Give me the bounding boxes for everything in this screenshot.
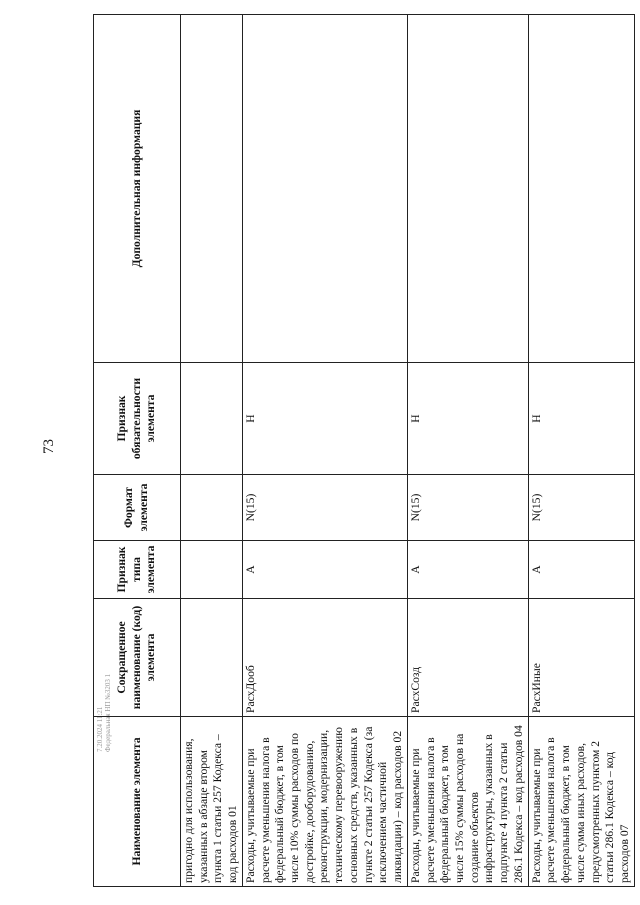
table-sheet	[93, 15, 631, 887]
header-required-flag: Признак обязательности элемента	[94, 363, 181, 475]
header-format: Формат элемента	[94, 475, 181, 541]
cell-required	[181, 363, 243, 475]
cell-required: Н	[407, 363, 528, 475]
cell-required: Н	[242, 363, 407, 475]
cell-type: А	[242, 541, 407, 599]
cell-code: РасхИные	[528, 599, 634, 717]
table-row	[181, 15, 243, 887]
element-spec-table	[93, 14, 635, 887]
cell-format: N(15)	[242, 475, 407, 541]
table-header-row	[94, 15, 181, 887]
cell-code	[181, 599, 243, 717]
cell-format: N(15)	[528, 475, 634, 541]
cell-name: Расходы, учитываемые при расчете уменьшения налога в федеральный бюджет, в том числе сумма иных расходов, предусмотренных пунктом 2 статьи 286.1 Кодекса – код расходов 07	[528, 717, 634, 887]
rotated-table-wrapper	[93, 15, 631, 887]
cell-code: РасхСозд	[407, 599, 528, 717]
header-type-flag: Признак типа элемента	[94, 541, 181, 599]
cell-info	[528, 15, 634, 363]
cell-required: Н	[528, 363, 634, 475]
header-extra-info: Дополнительная информация	[94, 15, 181, 363]
cell-code: РасхДооб	[242, 599, 407, 717]
cell-name: Расходы, учитываемые при расчете уменьшения налога в федеральный бюджет, в том числе 15% суммы расходов на создание объектов инфраструктуры, указанных в подпункте 4 пункта 2 статьи 286.1 Кодекса – код расходов 04	[407, 717, 528, 887]
table-row	[528, 15, 634, 887]
cell-info	[242, 15, 407, 363]
header-element-name: Наименование элемента	[94, 717, 181, 887]
stamp-line-1: 7.20.2024 11:21	[96, 706, 104, 752]
table-row	[242, 15, 407, 887]
cell-type: А	[528, 541, 634, 599]
cell-name: Расходы, учитываемые при расчете уменьшения налога в федеральный бюджет, в том числе 10% суммы расходов по достройке, дооборудованию, реконструкции, модернизации, техническому перевооружению основных средств, указанных в пункте 2 статьи 257 Кодекса (за исключением частичной ликвидации) – код расходов 02	[242, 717, 407, 887]
stamp-line-2: Федеральная НП №3203 1	[104, 673, 113, 752]
cell-type: А	[407, 541, 528, 599]
table-row	[407, 15, 528, 887]
cell-info	[407, 15, 528, 363]
cell-name: пригодно для использования, указанных в абзаце втором пункта 1 статьи 257 Кодекса – код расходов 01	[181, 717, 243, 887]
cell-format	[181, 475, 243, 541]
page-number: 73	[41, 439, 57, 454]
cell-info	[181, 15, 243, 363]
header-short-code: Сокращенное наименование (код) элемента	[94, 599, 181, 717]
cell-type	[181, 541, 243, 599]
cell-format: N(15)	[407, 475, 528, 541]
